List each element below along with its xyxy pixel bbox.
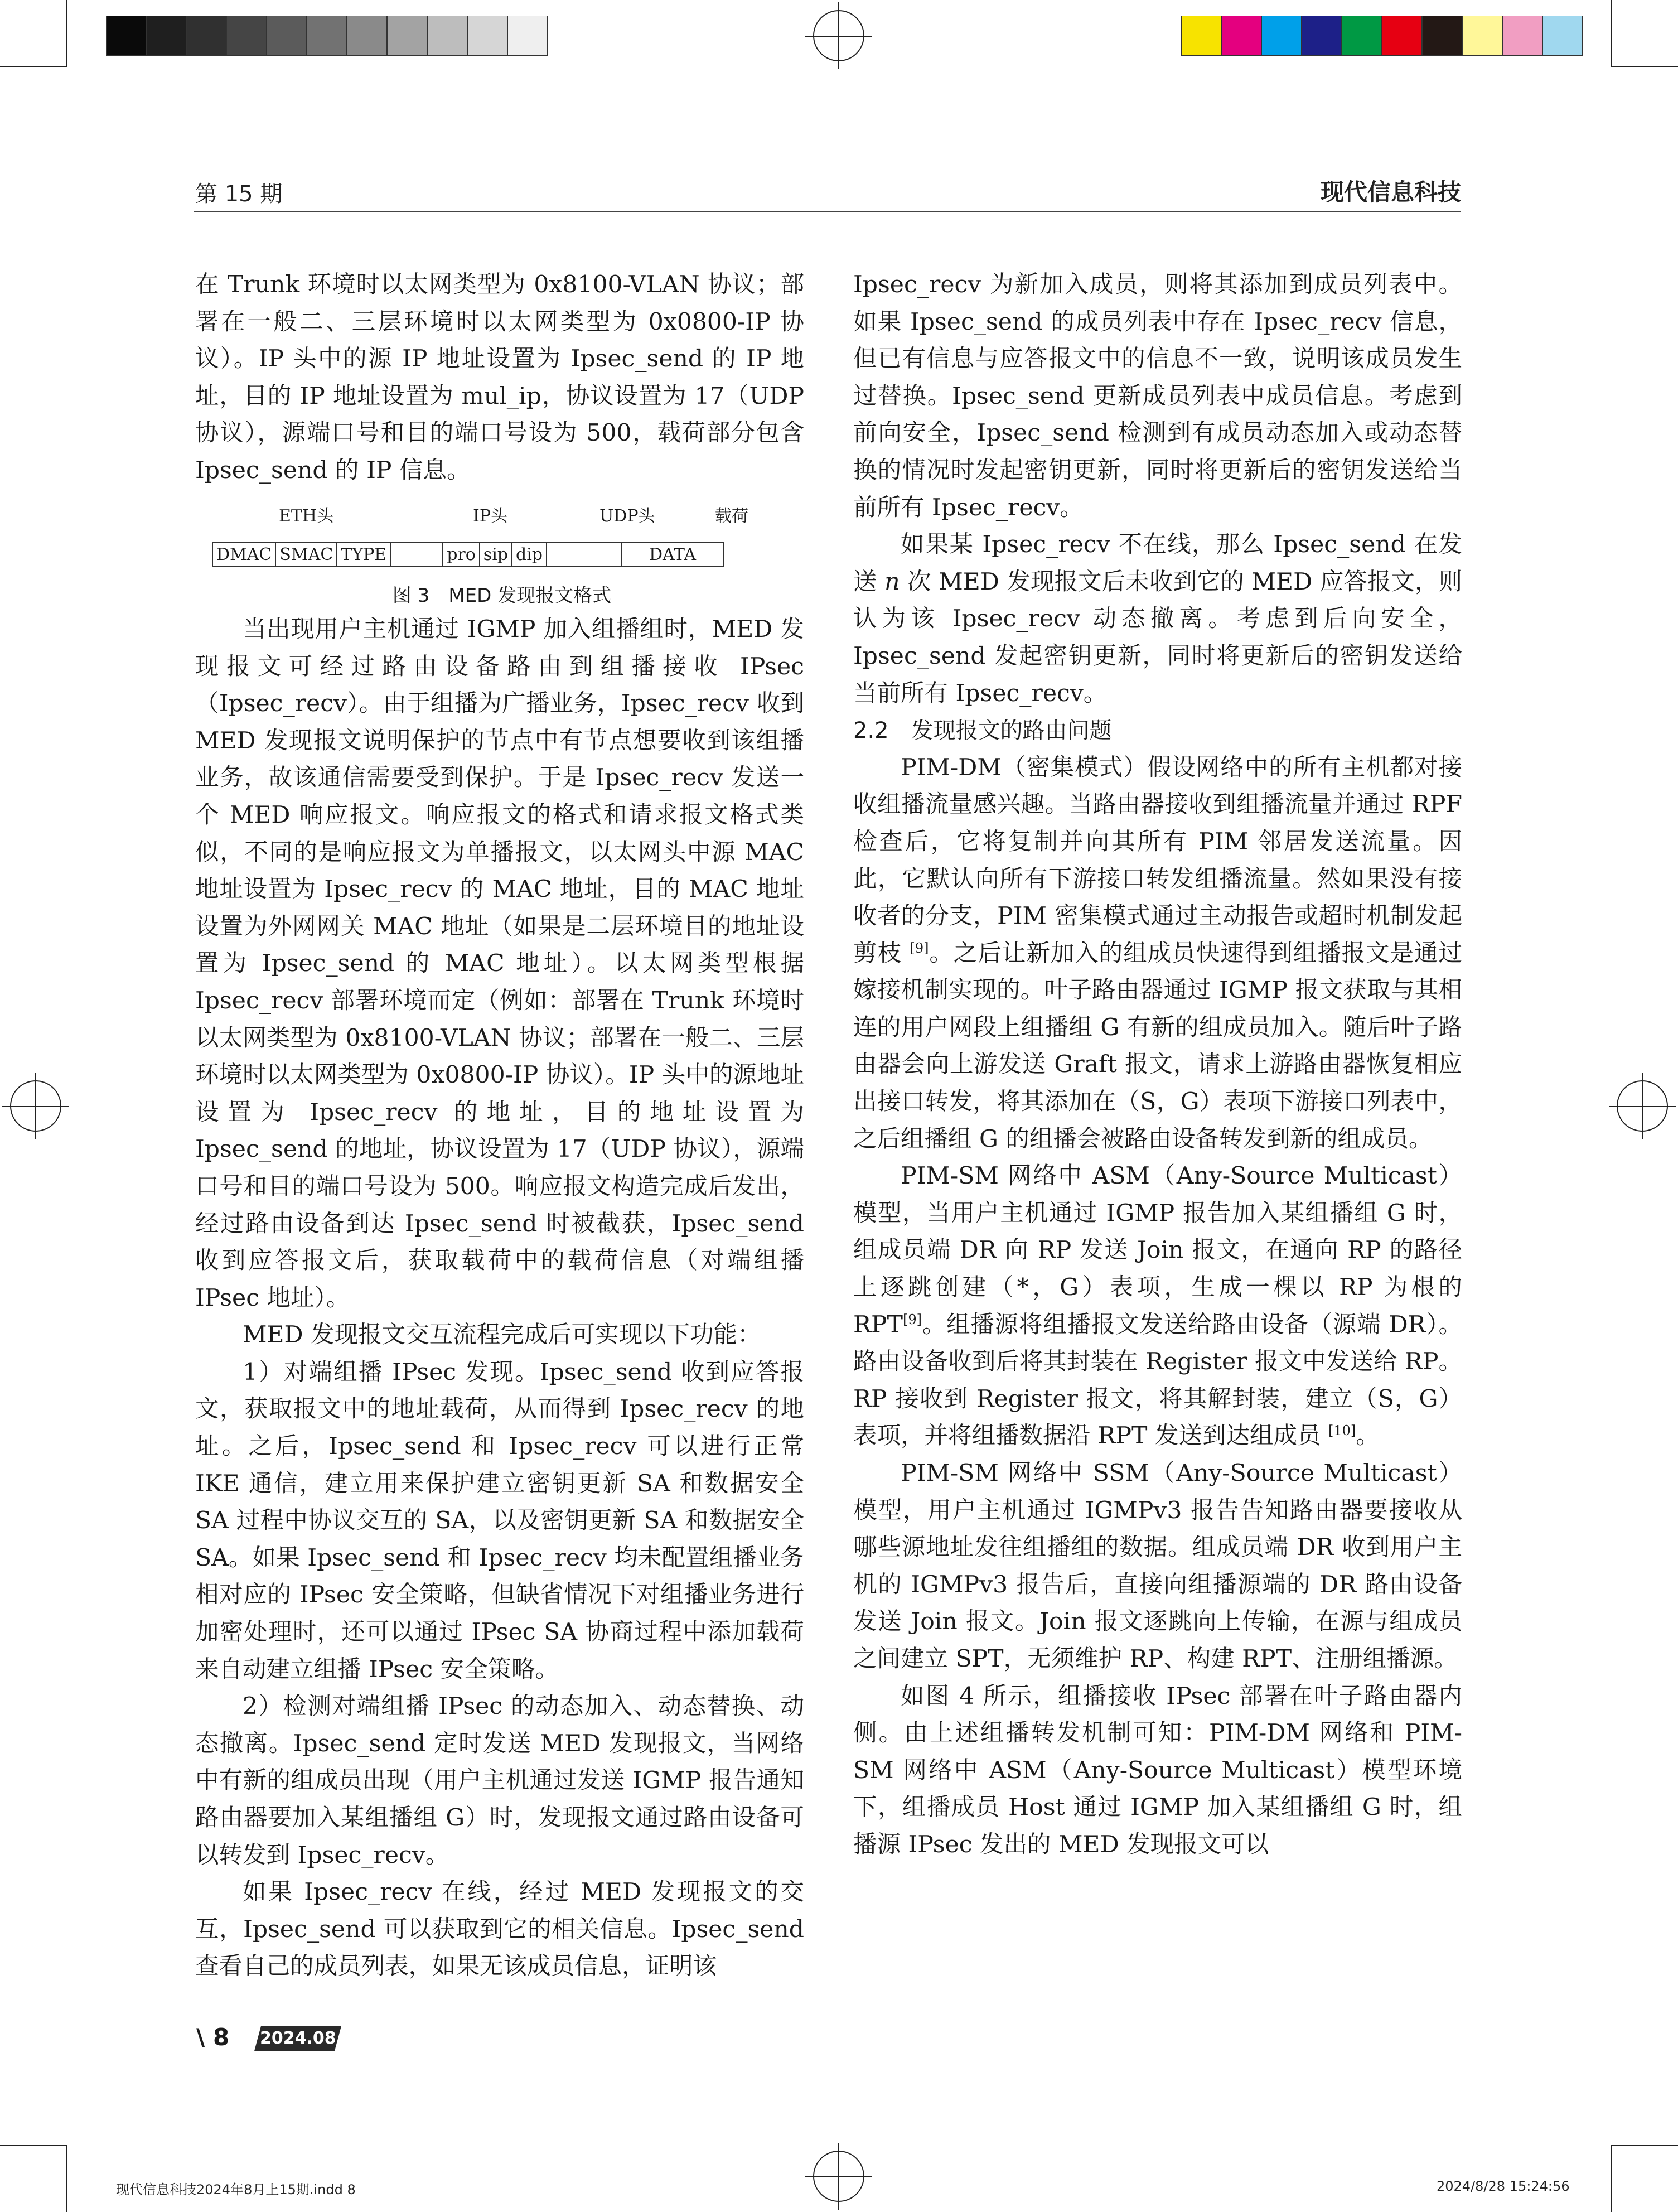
gray-swatch — [467, 16, 507, 56]
packet-field: SMAC — [275, 543, 337, 566]
packet-field: sip — [480, 543, 512, 566]
color-swatch — [1462, 16, 1502, 56]
right-column — [853, 267, 1462, 1864]
paragraph: 2）检测对端组播 IPsec 的动态加入、动态替换、动态撤离。Ipsec_send 定时发送 MED 发现报文，当网络中有新的组成员出现（用户主机通过发送 IGMP 报告通知路由器要加入某组播组 G）时，发现报文通过路由设备可以转发到 Ipsec_recv。 — [195, 1693, 804, 1869]
left-column — [195, 267, 804, 490]
color-swatch — [1261, 16, 1302, 56]
gray-swatch — [146, 16, 186, 56]
color-swatch — [1221, 16, 1261, 56]
paragraph: 如果 Ipsec_recv 在线，经过 MED 发现报文的交互，Ipsec_send 可以获取到它的相关信息。Ipsec_send 查看自己的成员列表，如果无该成员信息，证明该 — [195, 1878, 804, 1981]
file-slug: 现代信息科技2024年8月上15期.indd 8 — [116, 2182, 356, 2197]
figure-3-caption: 图 3 MED 发现报文格式 — [392, 585, 612, 607]
variable-n: n — [884, 568, 900, 596]
issue-badge: 2024.08 — [254, 2026, 341, 2051]
gray-swatch — [427, 16, 467, 56]
gray-swatch — [507, 16, 548, 56]
citation: [9] — [902, 1311, 922, 1327]
paragraph: Ipsec_recv 为新加入成员，则将其添加到成员列表中。如果 Ipsec_send 的成员列表中存在 Ipsec_recv 信息，但已有信息与应答报文中的信息不一致，说明该成员发生过替换。Ipsec_send 更新成员列表中成员信息。考虑到前向安全，Ipsec_send 检测到有成员动态加入或动态替换的情况时发起密钥更新，同时将更新后的密钥发送给当前所有 Ipsec_recv。 — [853, 271, 1462, 521]
color-swatch — [1342, 16, 1382, 56]
color-swatch — [1502, 16, 1542, 56]
gray-swatch — [267, 16, 307, 56]
paragraph: PIM-DM（密集模式）假设网络中的所有主机都对接收组播流量感兴趣。当路由器接收到组播流量并通过 RPF 检查后，它将复制并向其所有 PIM 邻居发送流量。因此，它默认向所有下游接口转发组播流量。然如果没有接收者的分支，PIM 密集模式通过主动报告或超时机制发起剪枝 [9]。之后让新加入的组成员快速得到组播报文是通过嫁接机制实现的。叶子路由器通过 IGMP 报文获取与其相连的用户网段上组播组 G 有新的组成员加入。随后叶子路由器会向上游发送 Graft 报文，请求上游路由器恢复相应出接口转发，将其添加在（S，G）表项下游接口列表中，之后组播组 G 的组播会被路由设备转发到新的组成员。 — [853, 754, 1462, 1153]
header-rule — [194, 211, 1461, 212]
packet-field: DATA — [621, 543, 724, 566]
ip-header-label: IP头 — [473, 506, 508, 526]
gray-swatch — [106, 16, 146, 56]
paragraph: 如果某 Ipsec_recv 不在线，那么 Ipsec_send 在发送 n 次 MED 发现报文后未收到它的 MED 应答报文，则认为该 Ipsec_recv 动态撤离。考虑到后向安全，Ipsec_send 发起密钥更新，同时将更新后的密钥发送给当前所有 Ipsec_recv。 — [853, 531, 1463, 707]
paragraph: 当出现用户主机通过 IGMP 加入组播组时，MED 发现报文可经过路由设备路由到组播接收 IPsec（Ipsec_recv）。由于组播为广播业务，Ipsec_recv 收到 MED 发现报文说明保护的节点中有节点想要收到该组播业务，故该通信需要受到保护。于是 Ipsec_recv 发送一个 MED 响应报文。响应报文的格式和请求报文格式类似，不同的是响应报文为单播报文，以太网头中源 MAC 地址设置为 Ipsec_recv 的 MAC 地址，目的 MAC 地址设置为外网网关 MAC 地址（如果是二层环境目的地址设置为 Ipsec_send 的 MAC 地址）。以太网类型根据 Ipsec_recv 部署环境而定（例如：部署在 Trunk 环境时以太网类型为 0x8100-VLAN 协议；部署在一般二、三层环境时以太网类型为 0x0800-IP 协议）。IP 头中的源地址设置为 Ipsec_recv 的地址，目的地址设置为 Ipsec_send 的地址，协议设置为 17（UDP 协议），源端口号和目的端口号设为 500。响应报文构造完成后发出，经过路由设备到达 Ipsec_send 时被截获，Ipsec_send 收到应答报文后，获取载荷中的载荷信息（对端组播 IPsec 地址）。 — [195, 616, 804, 1312]
paragraph: MED 发现报文交互流程完成后可实现以下功能： — [243, 1321, 761, 1349]
backslash-ornament: \ — [196, 2023, 213, 2051]
packet-field: DMAC — [212, 543, 275, 566]
gray-swatch — [387, 16, 427, 56]
packet-field — [390, 543, 443, 566]
packet-field: TYPE — [337, 543, 390, 566]
section-heading: 2.2 发现报文的路由问题 — [853, 718, 1112, 744]
packet-field — [547, 543, 621, 566]
print-timestamp: 2024/8/28 15:24:56 — [1437, 2179, 1570, 2194]
packet-field: pro — [443, 543, 480, 566]
gray-swatch — [186, 16, 226, 56]
paragraph: 在 Trunk 环境时以太网类型为 0x8100-VLAN 协议；部署在一般二、三层环境时以太网类型为 0x0800-IP 协议）。IP 头中的源 IP 地址设置为 Ipsec_send 的 IP 地址，目的 IP 地址设置为 mul_ip，协议设置为 17（UDP 协议），源端口号和目的端口号设为 500，载荷部分包含 Ipsec_send 的 IP 信息。 — [195, 271, 804, 484]
color-swatch — [1181, 16, 1221, 56]
issue-number: 第 15 期 — [195, 181, 283, 207]
color-swatch — [1542, 16, 1583, 56]
color-swatch — [1302, 16, 1342, 56]
packet-field: dip — [512, 543, 547, 566]
page-number: 8 — [212, 2023, 230, 2051]
gray-swatch — [307, 16, 347, 56]
paragraph: PIM-SM 网络中 ASM（Any-Source Multicast）模型，当用户主机通过 IGMP 报告加入某组播组 G 时，组成员端 DR 向 RP 发送 Join 报文，在通向 RP 的路径上逐跳创建（*，G）表项，生成一棵以 RP 为根的 RPT[9]。组播源将组播报文发送给路由设备（源端 DR）。路由设备收到后将其封装在 Register 报文中发送给 RP。RP 接收到 Register 报文，将其解封装，建立（S，G）表项，并将组播数据沿 RPT 发送到达组成员 [10]。 — [853, 1162, 1462, 1450]
paragraph: PIM-SM 网络中 SSM（Any-Source Multicast）模型，用户主机通过 IGMPv3 报告告知路由器要接收从哪些源地址发往组播组的数据。组成员端 DR 收到用户主机的 IGMPv3 报告后，直接向组播源端的 DR 路由设备发送 Join 报文。Join 报文逐跳向上传输，在源与组成员之间建立 SPT，无须维护 RP、构建 RPT、注册组播源。 — [853, 1460, 1462, 1673]
gray-swatch — [347, 16, 387, 56]
gray-swatch — [226, 16, 267, 56]
color-swatch — [1382, 16, 1422, 56]
citation: [9] — [910, 940, 929, 956]
page-number-marker — [196, 2023, 229, 2051]
paragraph: 如图 4 所示，组播接收 IPsec 部署在叶子路由器内侧。由上述组播转发机制可知：PIM-DM 网络和 PIM-SM 网络中 ASM（Any-Source Multicast）模型环境下，组播成员 Host 通过 IGMP 加入某组播组 G 时，组播源 IPsec 发出的 MED 发现报文可以 — [853, 1682, 1462, 1858]
paragraph: 1）对端组播 IPsec 发现。Ipsec_send 收到应答报文，获取报文中的地址载荷，从而得到 Ipsec_recv 的地址。之后，Ipsec_send 和 Ipsec_recv 可以进行正常 IKE 通信，建立用来保护建立密钥更新 SA 和数据安全 SA 过程中协议交互的 SA，以及密钥更新 SA 和数据安全 SA。如果 Ipsec_send 和 Ipsec_recv 均未配置组播业务相对应的 IPsec 安全策略，但缺省情况下对组播业务进行加密处理时，还可以通过 IPsec SA 协商过程中添加载荷来自动建立组播 IPsec 安全策略。 — [195, 1358, 804, 1683]
udp-header-label: UDP头 — [599, 506, 655, 526]
eth-header-label: ETH头 — [279, 506, 334, 526]
journal-title: 现代信息科技 — [1320, 178, 1461, 206]
color-swatch — [1422, 16, 1462, 56]
left-column-continued — [195, 611, 804, 1986]
payload-label: 载荷 — [715, 506, 748, 526]
citation: [10] — [1328, 1423, 1356, 1439]
packet-format-table — [212, 542, 724, 567]
